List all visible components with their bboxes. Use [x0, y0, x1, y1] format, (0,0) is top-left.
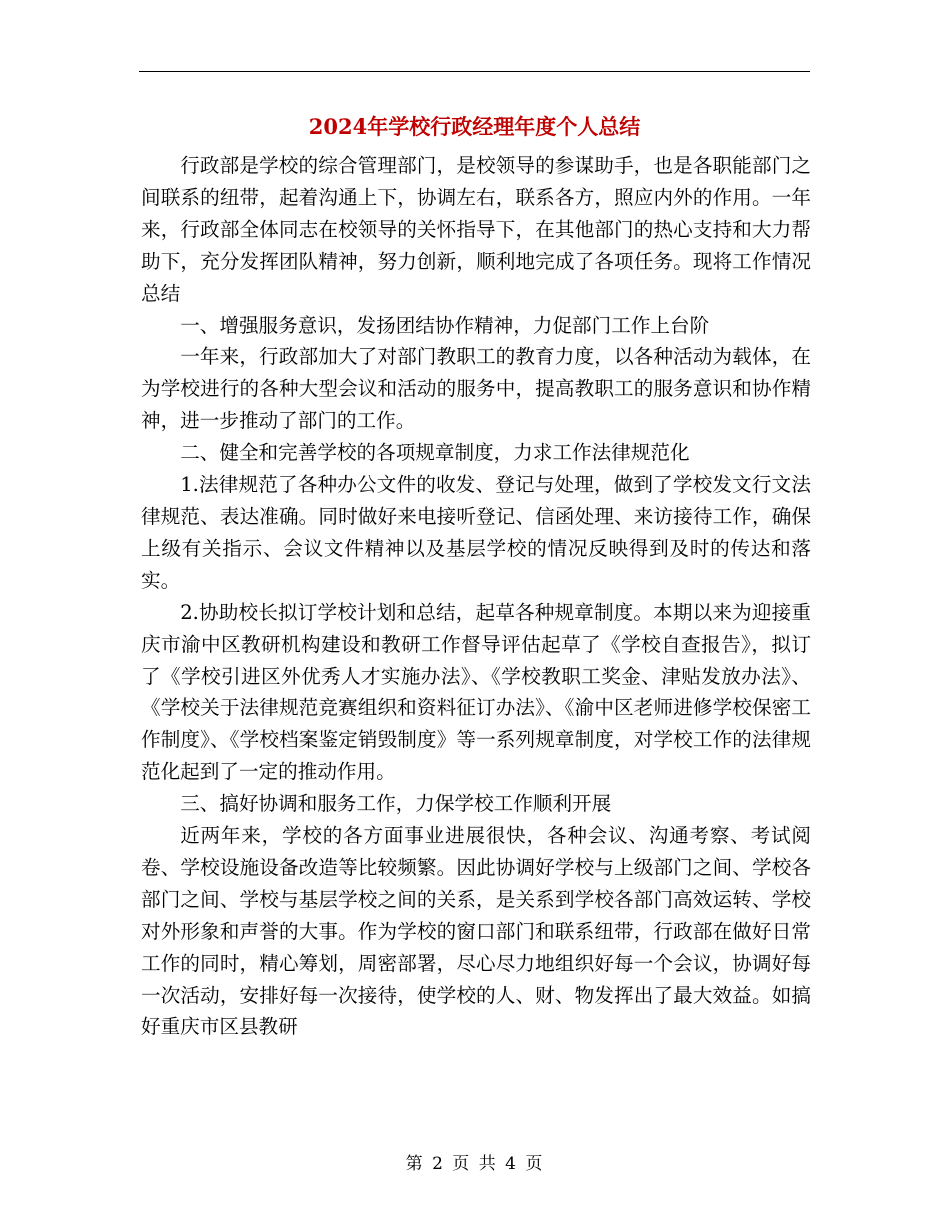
document-title: 2024年学校行政经理年度个人总结: [308, 114, 641, 139]
document-body: [141, 150, 811, 1043]
paragraph-section-3: 近两年来，学校的各方面事业进展很快，各种会议、沟通考察、考试阅卷、学校设施设备改造等比较频繁。因此协调好学校与上级部门之间、学校各部门之间、学校与基层学校之间的关系，是关系到学校各部门高效运转、学校对外形象和声誉的大事。作为学校的窗口部门和联系纽带，行政部在做好日常工作的同时，精心筹划，周密部署，尽心尽力地组织好每一个会议，协调好每一次活动，安排好每一次接待，使学校的人、财、物发挥出了最大效益。如搞好重庆市区县教研: [141, 824, 811, 1039]
paragraph-section-1: 一年来，行政部加大了对部门教职工的教育力度，以各种活动为载体，在为学校进行的各种大型会议和活动的服务中，提高教职工的服务意识和协作精神，进一步推动了部门的工作。: [141, 345, 811, 433]
section-heading-3: 三、搞好协调和服务工作，力保学校工作顺利开展: [180, 792, 612, 816]
paragraph-item-1: 1.法律规范了各种办公文件的收发、登记与处理，做到了学校发文行文法律规范、表达准确。同时做好来电接听登记、信函处理、来访接待工作，确保上级有关指示、会议文件精神以及基层学校的情况反映得到及时的传达和落实。: [141, 473, 811, 592]
section-heading-2: 二、健全和完善学校的各项规章制度，力求工作法律规范化: [180, 441, 690, 465]
page-number: 第 2 页 共 4 页: [405, 1154, 545, 1174]
paragraph-intro: 行政部是学校的综合管理部门，是校领导的参谋助手，也是各职能部门之间联系的纽带，起着沟通上下，协调左右，联系各方，照应内外的作用。一年来，行政部全体同志在校领导的关怀指导下，在其他部门的热心支持和大力帮助下，充分发挥团队精神，努力创新，顺利地完成了各项任务。现将工作情况总结: [141, 154, 811, 305]
header-rule: [139, 71, 810, 72]
section-heading-1: 一、增强服务意识，发扬团结协作精神，力促部门工作上台阶: [180, 313, 710, 337]
paragraph-item-2: 2.协助校长拟订学校计划和总结，起草各种规章制度。本期以来为迎接重庆市渝中区教研机构建设和教研工作督导评估起草了《学校自查报告》，拟订了《学校引进区外优秀人才实施办法》、《学校教职工奖金、津贴发放办法》、《学校关于法律规范竞赛组织和资料征订办法》、《渝中区老师进修学校保密工作制度》、《学校档案鉴定销毁制度》等一系列规章制度，对学校工作的法律规范化起到了一定的推动作用。: [141, 600, 811, 784]
